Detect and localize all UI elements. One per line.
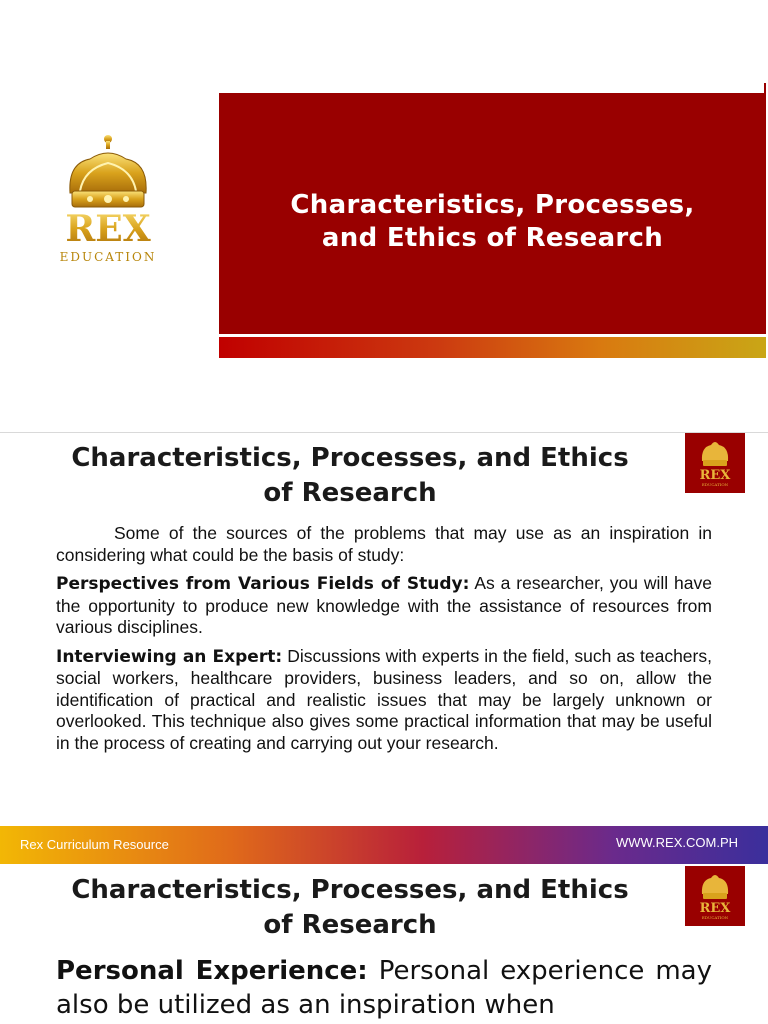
rex-education-logo <box>50 133 170 273</box>
expert-heading: Interviewing an Expert: <box>56 646 283 667</box>
slide-footer <box>0 826 768 864</box>
title-line-2: and Ethics of Research <box>321 223 664 253</box>
gradient-bar <box>219 337 766 358</box>
perspectives-paragraph: Perspectives from Various Fields of Study: As a researcher, you will have the opportunity to produce new knowledge with the assistance of resources from various disciplines. <box>56 573 712 637</box>
title-line-2: of Research <box>263 910 437 940</box>
svg-text:REX: REX <box>699 468 731 483</box>
rex-logo-small <box>685 433 745 493</box>
slide-divider <box>0 432 768 433</box>
footer-website-link[interactable]: WWW.REX.COM.PH <box>615 835 738 850</box>
svg-text:EDUCATION: EDUCATION <box>701 482 729 487</box>
slide-3-body: Personal Experience: Personal experience may also be utilized as an inspiration when <box>56 956 713 1020</box>
svg-text:EDUCATION: EDUCATION <box>59 250 157 264</box>
svg-text:REX: REX <box>699 901 731 916</box>
intro-paragraph: Some of the sources of the problems that may use as an inspiration in considering what could be the basis of study: <box>56 523 712 565</box>
title-slide <box>0 0 768 432</box>
crown-icon <box>685 433 745 493</box>
perspectives-heading: Perspectives from Various Fields of Study: <box>56 574 470 594</box>
expert-paragraph: Interviewing an Expert: Discussions with experts in the field, such as teachers, social workers, healthcare providers, business leaders, and so on, allow the identification of practical and realistic issues that may be largely unknown or overlooked. This technique also gives some practical information that may be useful in the process of creating and carrying out your research. <box>56 645 712 753</box>
svg-text:REX: REX <box>65 208 151 250</box>
slide-title <box>219 189 766 255</box>
title-line-2: of Research <box>263 478 437 508</box>
slide-2-body <box>56 523 712 761</box>
slide-2-title <box>30 441 670 511</box>
personal-experience-heading: Personal Experience: <box>56 956 368 986</box>
slide-3-title <box>30 873 670 943</box>
title-banner <box>219 93 766 334</box>
title-line-1: Characteristics, Processes, and Ethics <box>71 443 629 473</box>
crown-icon <box>685 866 745 926</box>
accent-line <box>764 83 766 93</box>
title-line-1: Characteristics, Processes, <box>290 190 695 220</box>
rex-logo-small <box>685 866 745 926</box>
svg-text:EDUCATION: EDUCATION <box>701 915 729 920</box>
title-line-1: Characteristics, Processes, and Ethics <box>71 875 629 905</box>
crown-icon <box>50 133 170 273</box>
footer-label: Rex Curriculum Resource <box>20 837 169 852</box>
